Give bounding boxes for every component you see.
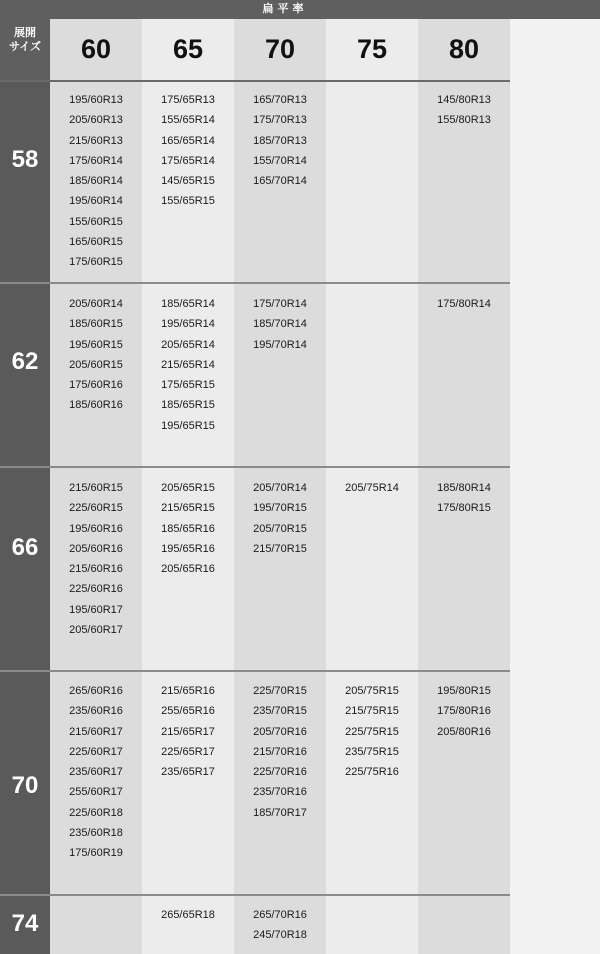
tire-size: 195/60R13 [69,94,123,106]
cell-70-60 [50,681,142,864]
size-header-corner [0,0,50,81]
cell-74-70 [234,905,326,946]
cell-58-80 [418,90,510,131]
tire-size: 215/65R17 [161,725,215,738]
row-label: 74 [11,910,39,937]
aspect-ratio-label: 扁平率 [262,3,308,15]
tire-size: 235/60R17 [69,766,123,779]
row-label: 62 [11,348,39,375]
tire-size: 215/60R17 [69,725,123,738]
tire-size: 225/60R16 [69,583,123,596]
tire-size: 175/60R16 [69,379,123,392]
tire-size: 165/70R14 [253,175,307,188]
row-header-70 [0,672,50,894]
cell-62-80 [418,294,510,314]
tire-size: 225/75R15 [345,725,399,738]
tire-size: 185/65R14 [161,298,215,310]
tire-size: 195/80R15 [437,685,491,697]
tire-size: 225/70R16 [253,766,307,779]
tire-size: 205/65R14 [161,338,215,351]
tire-size: 215/65R14 [161,358,215,371]
tire-size: 215/75R15 [345,705,399,718]
size-label: 展開 サイズ [8,27,42,53]
cell-66-60 [50,478,142,640]
tire-size: 145/65R15 [161,175,215,188]
cell-62-70 [234,294,326,355]
tire-size: 165/60R15 [69,236,123,249]
tire-size: 265/65R18 [161,909,215,921]
tire-size: 195/65R15 [161,419,215,432]
tire-size: 215/60R13 [69,134,123,147]
column-header-75: 75 [356,34,388,64]
cell-66-70 [234,478,326,559]
aspect-ratio-header [50,0,600,19]
tire-size: 205/75R15 [345,685,399,697]
tire-size: 175/80R15 [437,502,491,515]
tire-size: 225/65R17 [161,745,215,758]
row-header-58 [0,82,50,282]
tire-size: 195/65R14 [161,318,215,331]
header-divider [0,80,510,82]
tire-size: 225/60R15 [69,502,123,515]
tire-size: 215/60R16 [69,563,123,576]
row-label: 66 [11,534,39,561]
cell-70-75 [326,681,418,782]
tire-size: 205/60R13 [69,114,123,127]
tire-size: 185/70R13 [253,134,307,147]
tire-size: 205/60R16 [69,542,123,555]
tire-size: 185/60R16 [69,399,123,412]
column-header-60: 60 [80,34,112,64]
tire-size: 185/65R16 [161,522,215,535]
tire-size: 235/60R16 [69,705,123,718]
tire-size: 235/60R18 [69,827,123,840]
tire-size: 175/70R13 [253,114,307,127]
row-label: 58 [11,146,39,173]
tire-size: 215/70R16 [253,745,307,758]
tire-size: 245/70R18 [253,929,307,942]
tire-size: 235/65R17 [161,766,215,779]
cell-74-65 [142,905,234,925]
cell-58-70 [234,90,326,191]
tire-size: 165/65R14 [161,134,215,147]
tire-size: 205/60R15 [69,358,123,371]
row-divider [0,894,510,896]
tire-size: 175/60R19 [69,847,123,860]
tire-size: 255/65R16 [161,705,215,718]
tire-size: 185/70R14 [253,318,307,331]
tire-size: 215/65R15 [161,502,215,515]
tire-size: 185/65R15 [161,399,215,412]
tire-size: 165/70R13 [253,94,307,106]
tire-size: 265/60R16 [69,685,123,697]
tire-size: 205/65R16 [161,563,215,576]
tire-size: 205/70R15 [253,522,307,535]
cell-62-60 [50,294,142,416]
tire-size: 205/65R15 [161,482,215,494]
row-header-62 [0,284,50,466]
tire-size: 175/80R16 [437,705,491,718]
tire-size: 195/60R15 [69,338,123,351]
cell-62-65 [142,294,234,436]
tire-size: 265/70R16 [253,909,307,921]
tire-size: 175/60R15 [69,256,123,269]
tire-size: 205/70R16 [253,725,307,738]
tire-size: 195/70R15 [253,502,307,515]
tire-size: 205/60R17 [69,624,123,637]
row-header-74 [0,896,50,954]
column-header-65: 65 [172,34,204,64]
row-label: 70 [11,772,39,799]
row-divider [0,466,510,468]
cell-66-75 [326,478,418,498]
tire-size: 195/60R14 [69,195,123,208]
tire-size: 155/65R15 [161,195,215,208]
tire-size: 215/65R16 [161,685,215,697]
tire-size: 195/65R16 [161,542,215,555]
tire-size: 175/70R14 [253,298,307,310]
cell-70-80 [418,681,510,742]
tire-size: 175/60R14 [69,154,123,167]
tire-size: 185/60R14 [69,175,123,188]
column-header-80: 80 [448,34,480,64]
row-divider [0,670,510,672]
tire-size: 235/75R15 [345,745,399,758]
tire-size: 185/60R15 [69,318,123,331]
tire-size: 225/75R16 [345,766,399,779]
tire-size: 175/65R14 [161,154,215,167]
tire-size: 235/70R16 [253,786,307,799]
tire-size: 175/65R15 [161,379,215,392]
tire-size: 205/75R14 [345,482,399,494]
tire-size: 145/80R13 [437,94,491,106]
tire-size: 175/65R13 [161,94,215,106]
tire-size: 155/70R14 [253,154,307,167]
cell-66-65 [142,478,234,579]
tire-size: 215/60R15 [69,482,123,494]
tire-size: 235/70R15 [253,705,307,718]
tire-size: 225/60R17 [69,745,123,758]
tire-size: 205/80R16 [437,725,491,738]
tire-size: 155/60R15 [69,215,123,228]
tire-size: 195/70R14 [253,338,307,351]
tire-size: 195/60R17 [69,603,123,616]
tire-size: 175/80R14 [437,298,491,310]
tire-size: 185/80R14 [437,482,491,494]
tire-size: 225/60R18 [69,806,123,819]
tire-size: 185/70R17 [253,806,307,819]
cell-70-65 [142,681,234,782]
row-divider [0,282,510,284]
cell-66-80 [418,478,510,519]
tire-size: 155/80R13 [437,114,491,127]
right-margin [510,19,600,954]
cell-58-65 [142,90,234,212]
cell-70-70 [234,681,326,823]
tire-size: 155/65R14 [161,114,215,127]
tire-size: 255/60R17 [69,786,123,799]
tire-size: 205/70R14 [253,482,307,494]
cell-58-60 [50,90,142,273]
column-header-70: 70 [264,34,296,64]
tire-size: 205/60R14 [69,298,123,310]
tire-size: 225/70R15 [253,685,307,697]
tire-size: 215/70R15 [253,542,307,555]
row-header-66 [0,468,50,670]
tire-size: 195/60R16 [69,522,123,535]
